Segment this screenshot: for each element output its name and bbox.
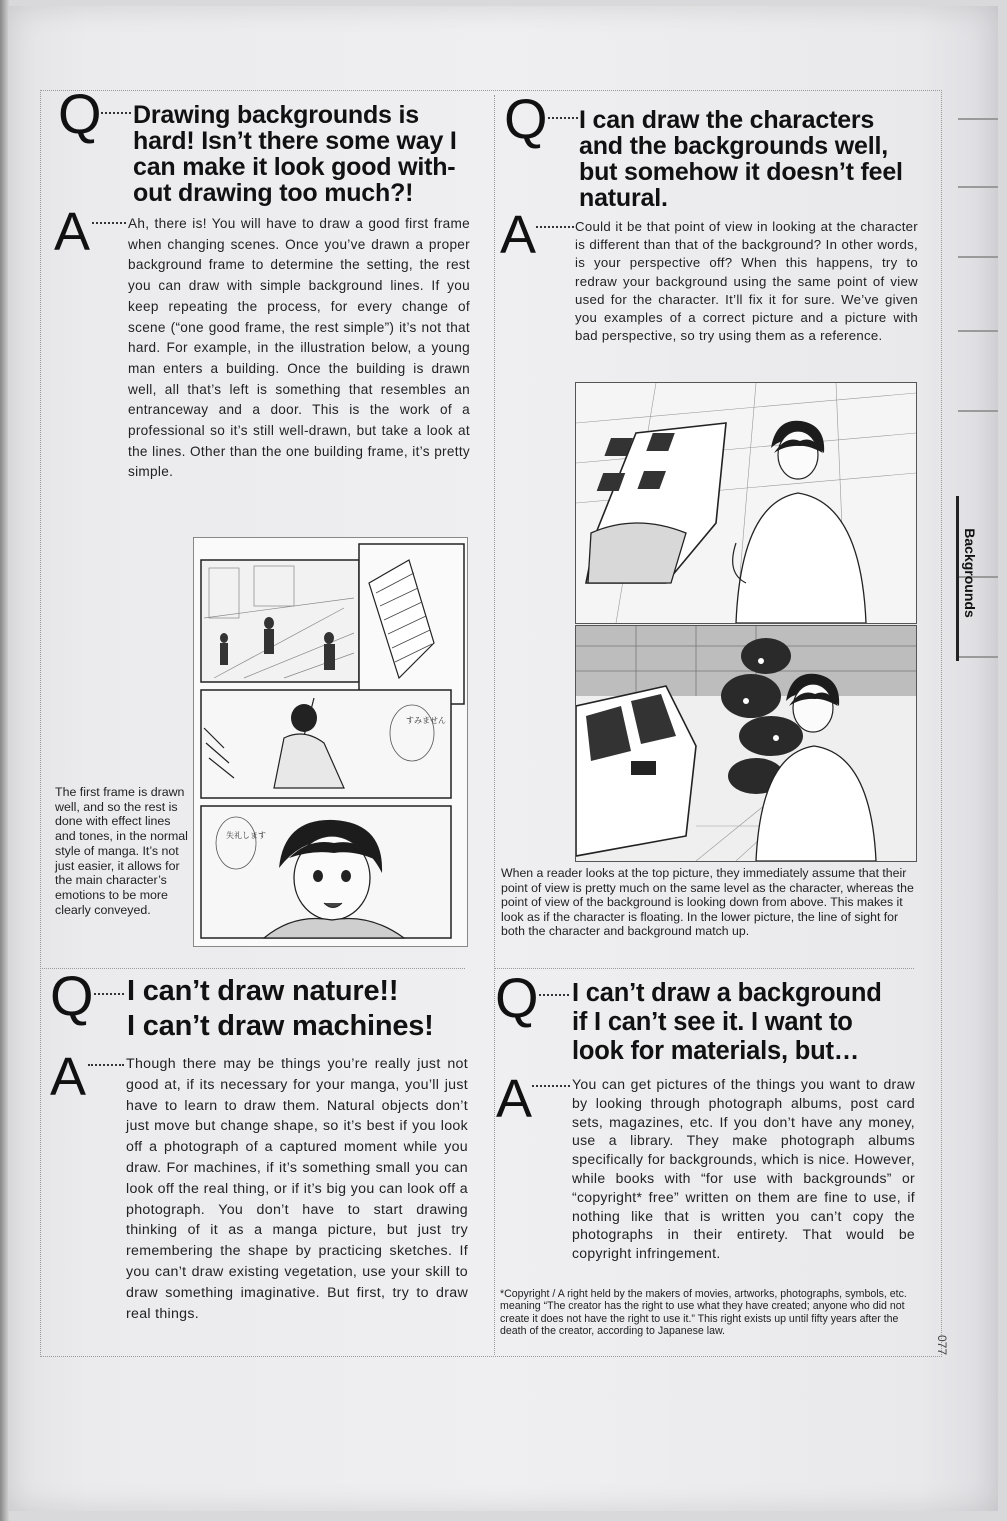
page-number: 077 xyxy=(935,1334,950,1356)
tab-mark xyxy=(958,410,998,412)
q3-q-letter: Q xyxy=(50,964,94,1027)
q4-a-letter: A xyxy=(496,1069,533,1129)
speech-bubble-2: 失礼します xyxy=(226,831,266,840)
q4-answer: You can get pictures of the things you want to draw by looking through photograph albums, post card sets, magazines, etc. If you don’t have any money, use a library. They make photograph albums specifically for backgrounds, which is nice. However, while books with “for use with backgrounds” or “copyright* free” written on them are fine to use, if nothing like that is written you can’t copy the photographs in their entirety. That would be copyright infringement. xyxy=(572,1076,915,1262)
q4-question: I can’t draw a background if I can’t see it. I want to look for materials, but… xyxy=(572,979,882,1065)
q4-answer-dots xyxy=(532,1085,570,1087)
section-tab-label: Backgrounds xyxy=(962,528,978,618)
q2-question: I can draw the characters and the backgrounds well, but somehow it doesn’t feel natural. xyxy=(579,106,903,212)
q1-leader-dots xyxy=(101,112,131,114)
row-divider-left xyxy=(40,968,465,969)
q3-leader-dots xyxy=(94,993,124,995)
q3-a-letter: A xyxy=(50,1047,87,1107)
q2-leader-dots xyxy=(548,117,578,119)
tab-mark xyxy=(958,118,998,120)
tab-mark xyxy=(958,256,998,258)
copyright-footnote: *Copyright / A right held by the makers of movies, artworks, photographs, symbols, etc. meaning “The creator has the right to use what they have created; anyone who did not create it does not have the right to use it.” This right exists up until fifty years after the death of the creator, according to Japanese law. xyxy=(500,1288,907,1338)
row-divider-right xyxy=(494,968,914,969)
q1-q-letter: Q xyxy=(58,82,102,145)
q1-question: Drawing backgrounds is hard! Isn’t there some way I can make it look good with-out drawing too much?! xyxy=(133,101,457,207)
bad-perspective-picture xyxy=(575,382,917,624)
q3-question-line1: I can’t draw nature!! xyxy=(127,975,399,1007)
q3-question-line2: I can’t draw machines! xyxy=(127,1010,434,1042)
q2-caption: When a reader looks at the top picture, they immediately assume that their point of view is pretty much on the same level as the character, whereas the point of view of the background is looking down from above. This makes it look as if the character is floating. In the lower picture, the line of sight for both the character and background match up. xyxy=(501,866,914,938)
q3-answer: Though there may be things you’re really just not good at, if its necessary for your manga, you’ll just have to learn to draw them. Natural objects don’t just move but change shape, so it’s best if you look off a photograph of a captured moment while you draw. For machines, if it’s something small you can look off the real thing, or if it’s big you can look off a photograph. You don’t have to start drawing thinking of it as a manga picture, but just try remembering the shape by practicing sketches. If you can’t draw existing vegetation, use your skill to draw something imaginative. But first, try to draw real things. xyxy=(126,1056,468,1322)
q3-answer-dots xyxy=(88,1064,124,1066)
q2-a-letter: A xyxy=(500,205,537,265)
column-divider xyxy=(494,95,495,1355)
q1-a-letter: A xyxy=(54,202,91,262)
correct-perspective-picture xyxy=(575,625,917,862)
tab-mark xyxy=(958,186,998,188)
q4-q-letter: Q xyxy=(495,966,539,1029)
speech-bubble-1: すみません xyxy=(406,716,446,725)
manga-illustration xyxy=(193,537,468,947)
tab-mark xyxy=(958,330,998,332)
q2-answer-dots xyxy=(536,226,574,228)
q2-q-letter: Q xyxy=(504,87,548,150)
q1-answer: Ah, there is! You will have to draw a good first frame when changing scenes. Once you’ve drawn a proper background frame to determine the setting, the rest you can draw with simple background lines. If you keep repeating the process, for every change of scene (“one good frame, the rest simple”) it’s not that hard. For example, in the illustration below, a young man enters a building. Once the building is drawn well, all that’s left is something that resembles an entranceway and a door. This is the work of a professional so it’s still well-drawn, but take a look at the lines. Other than the one building frame, it’s pretty simple. xyxy=(128,216,470,480)
q2-answer: Could it be that point of view in looking at the character is different than that of the background? In other words, is your perspective off? When this happens, try to redraw your background using the same point of view used for the character. It’ll fix it for sure. We’ve given you examples of a correct picture and a picture with bad perspective, so try using them as a reference. xyxy=(575,219,918,344)
q4-leader-dots xyxy=(539,994,569,996)
q1-caption: The first frame is drawn well, and so the rest is done with effect lines and tones, in the normal style of manga. It’s not just easier, it allows for the main character’s emotions to be more clearly conveyed. xyxy=(55,785,188,917)
q1-answer-dots xyxy=(92,222,126,224)
